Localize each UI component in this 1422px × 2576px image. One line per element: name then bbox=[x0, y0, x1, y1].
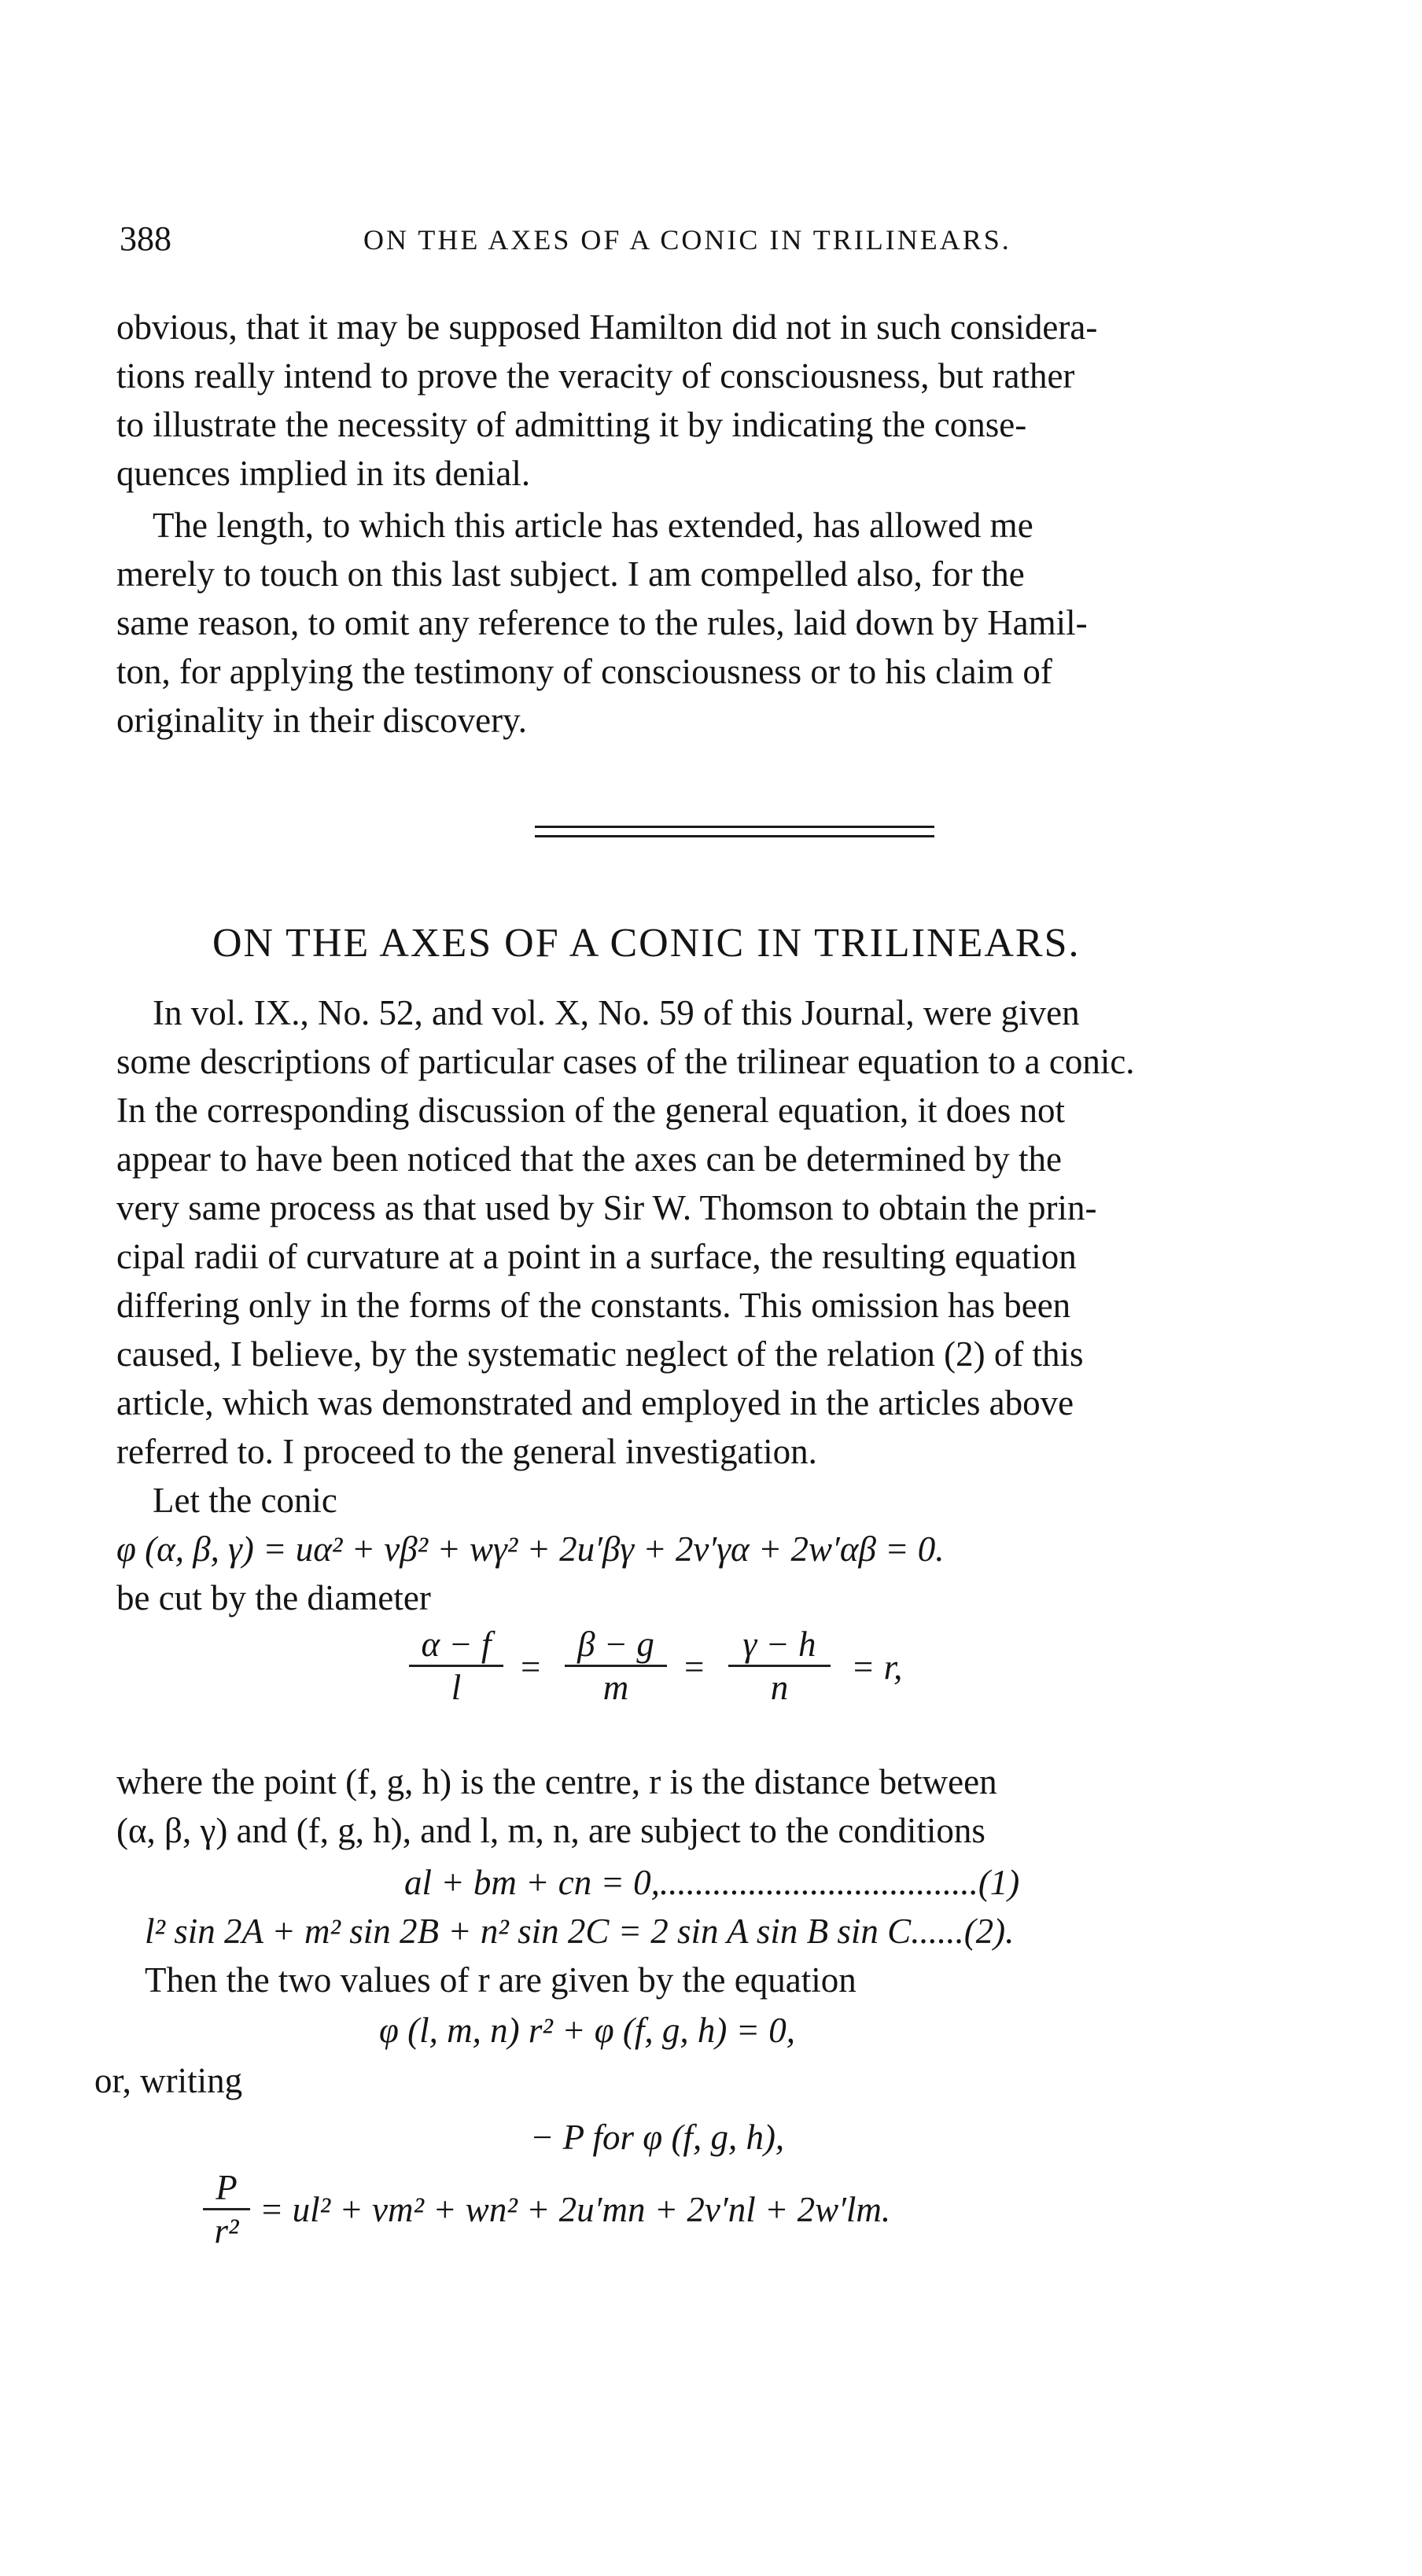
or-writing: or, writing bbox=[94, 2061, 243, 2100]
text-line: Then the two values of r are given by the equation bbox=[145, 1960, 857, 2000]
minus-p-definition: − P for φ (f, g, h), bbox=[530, 2118, 785, 2157]
condition-2: l² sin 2A + m² sin 2B + n² sin 2C = 2 sin A sin B sin C......(2). bbox=[145, 1912, 1015, 1951]
denominator: n bbox=[770, 1668, 789, 1707]
diameter-result: = r, bbox=[851, 1647, 903, 1687]
final-rhs: = ul² + vm² + wn² + 2u′mn + 2v′nl + 2w′lm. bbox=[260, 2190, 891, 2229]
text-line: to illustrate the necessity of admitting it by indicating the conse- bbox=[116, 405, 1027, 444]
text-line: merely to touch on this last subject. I am compelled also, for the bbox=[116, 554, 1025, 594]
text-line: appear to have been noticed that the axes can be determined by the bbox=[116, 1139, 1062, 1179]
text-line: The length, to which this article has extended, has allowed me bbox=[153, 506, 1033, 545]
text-line: article, which was demonstrated and employed in the articles above bbox=[116, 1383, 1074, 1422]
text-line: caused, I believe, by the systematic neglect of the relation (2) of this bbox=[116, 1334, 1084, 1374]
text-line: same reason, to omit any reference to the rules, laid down by Hamil- bbox=[116, 603, 1088, 642]
cut-by-diameter: be cut by the diameter bbox=[116, 1578, 431, 1617]
article-title: ON THE AXES OF A CONIC IN TRILINEARS. bbox=[212, 921, 1081, 966]
text-line: cipal radii of curvature at a point in a surface, the resulting equation bbox=[116, 1237, 1077, 1276]
fraction bbox=[409, 1624, 503, 1708]
condition-1: al + bm + cn = 0,....................................(1) bbox=[404, 1863, 1020, 1902]
r-equation: φ (l, m, n) r² + φ (f, g, h) = 0, bbox=[379, 2011, 795, 2050]
text-line: obvious, that it may be supposed Hamilton did not in such considera- bbox=[116, 307, 1098, 347]
text-line: ton, for applying the testimony of consciousness or to his claim of bbox=[116, 652, 1052, 691]
denominator: r² bbox=[214, 2211, 239, 2250]
denominator: m bbox=[602, 1668, 629, 1707]
fraction bbox=[565, 1624, 667, 1708]
fraction bbox=[203, 2167, 250, 2251]
text-line: In the corresponding discussion of the general equation, it does not bbox=[116, 1091, 1065, 1130]
numerator: γ − h bbox=[728, 1624, 831, 1667]
section-divider-bottom bbox=[535, 835, 934, 837]
text-line: quences implied in its denial. bbox=[116, 454, 531, 493]
text-line: originality in their discovery. bbox=[116, 701, 527, 740]
text-line: referred to. I proceed to the general investigation. bbox=[116, 1432, 817, 1471]
numerator: β − g bbox=[565, 1624, 667, 1667]
page-number: 388 bbox=[120, 219, 171, 258]
running-title: ON THE AXES OF A CONIC IN TRILINEARS. bbox=[363, 224, 1011, 256]
conic-equation: φ (α, β, γ) = uα² + vβ² + wγ² + 2u′βγ + 2v′γα + 2w′αβ = 0. bbox=[116, 1529, 945, 1569]
text-line: some descriptions of particular cases of the trilinear equation to a conic. bbox=[116, 1042, 1135, 1081]
fraction bbox=[728, 1624, 831, 1708]
text-line: very same process as that used by Sir W. Thomson to obtain the prin- bbox=[116, 1188, 1097, 1227]
denominator: l bbox=[451, 1668, 462, 1707]
let-the-conic: Let the conic bbox=[153, 1481, 337, 1520]
section-divider-top bbox=[535, 826, 934, 828]
text-line: differing only in the forms of the constants. This omission has been bbox=[116, 1286, 1071, 1325]
equals-sign: = bbox=[521, 1647, 541, 1687]
numerator: P bbox=[203, 2167, 250, 2210]
text-line: where the point (f, g, h) is the centre, r is the distance between bbox=[116, 1762, 997, 1801]
text-line: tions really intend to prove the veracity of consciousness, but rather bbox=[116, 356, 1075, 396]
numerator: α − f bbox=[409, 1624, 503, 1667]
equals-sign: = bbox=[684, 1647, 705, 1687]
page-header bbox=[120, 219, 1299, 266]
text-line: In vol. IX., No. 52, and vol. X, No. 59 of this Journal, were given bbox=[153, 993, 1080, 1032]
text-line: (α, β, γ) and (f, g, h), and l, m, n, are subject to the conditions bbox=[116, 1811, 985, 1850]
